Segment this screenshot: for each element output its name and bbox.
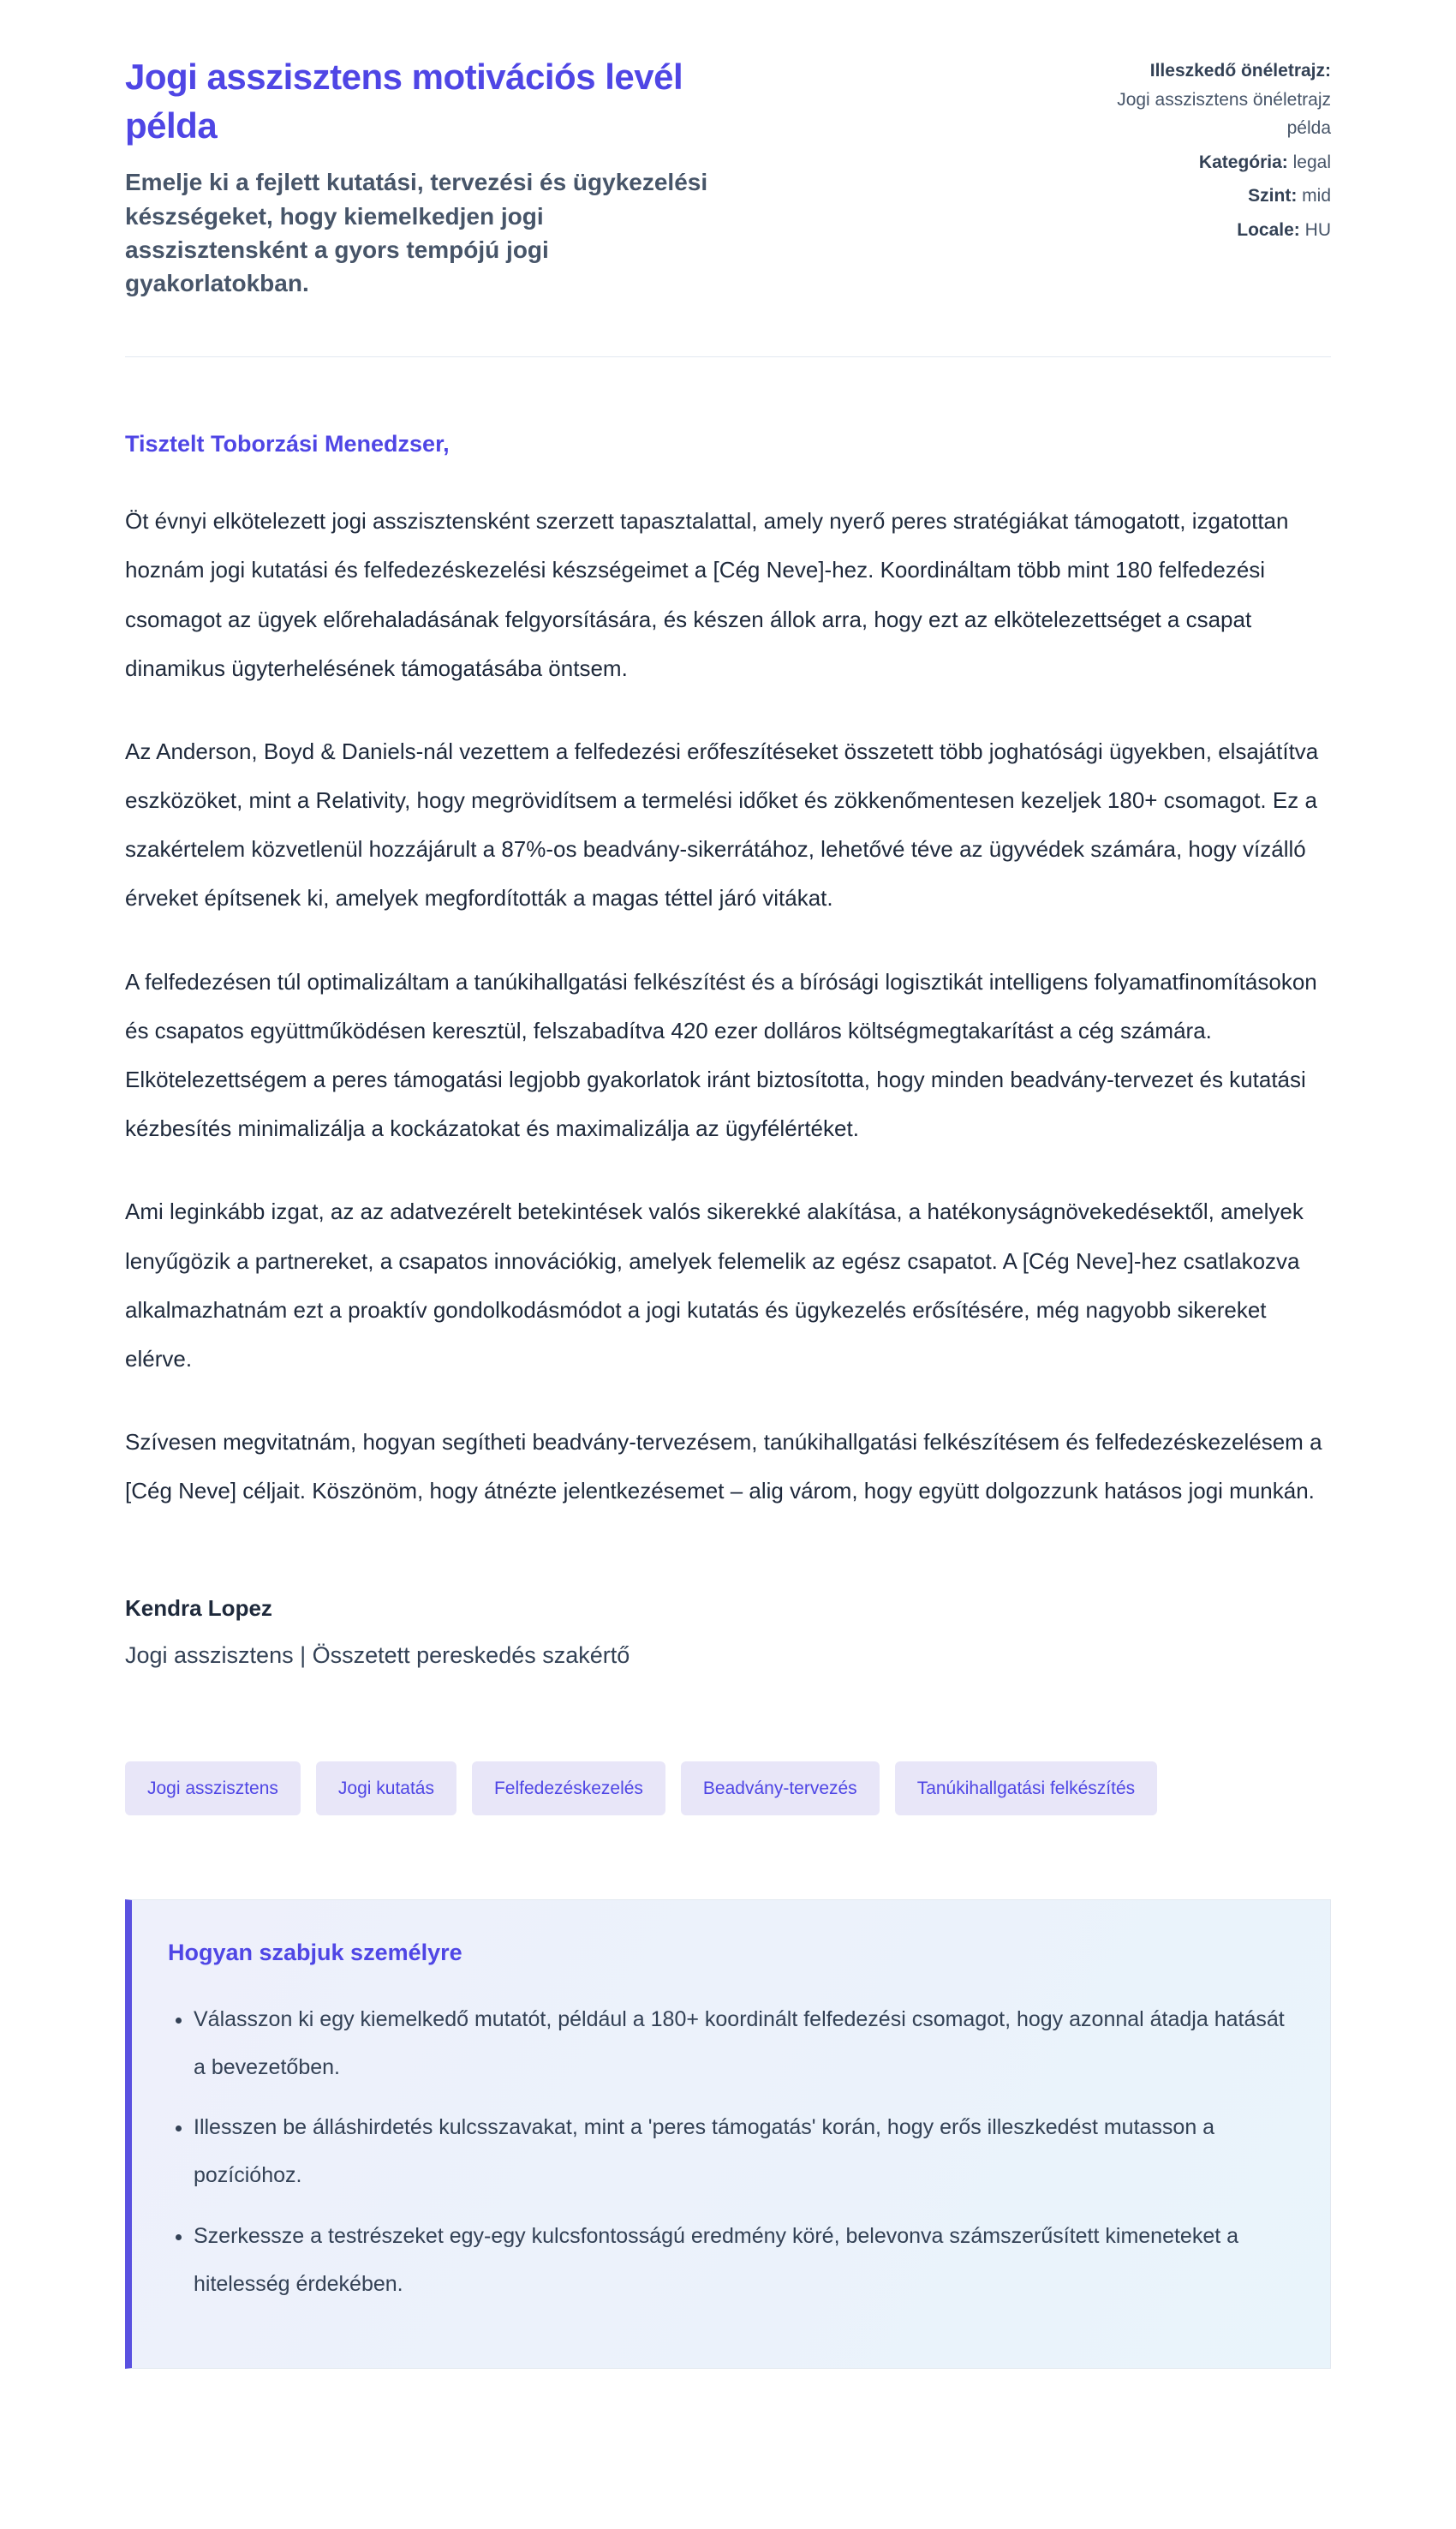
tag-chip[interactable]: Jogi kutatás [316,1761,456,1815]
meta-matching-resume-value: Jogi asszisztens önéletrajz példa [1117,89,1331,139]
letter-paragraph: Szívesen megvitatnám, hogyan segítheti beadvány-tervezésem, tanúkihallgatási felkészítésem és felfedezéskezelésem a [Cég Neve] céljait. Köszönöm, hogy átnézte jelentkezésemet – alig várom, hogy együtt dolgozzunk hatásos jogi munkán. [125,1429,1322,1504]
letter-paragraph: Ami leginkább izgat, az az adatvezérelt betekintések valós sikerekké alakítása, a hatékonyságnövekedésektől, amelyek lenyűgözik a partnereket, a csapatos innovációkig, amelyek felemelik az egész csapatot. A [Cég Neve]-hez csatlakozva alkalmazhatnám ezt a proaktív gondolkodásmódot a jogi kutatás és ügykezelés erősítésére, még nagyobb sikereket elérve. [125,1199,1304,1372]
meta-category-value: legal [1292,152,1331,172]
customize-bullet: • Illesszen be álláshirdetés kulcsszavakat, mint a 'peres támogatás' korán, hogy erős illeszkedést mutasson a pozícióhoz. [194,2103,1294,2200]
page-title: Jogi asszisztens motivációs levél példa [125,57,683,146]
meta-category-label: Kategória: [1198,152,1288,172]
meta-category [1048,148,1331,177]
meta-locale-value: HU [1304,219,1331,240]
tag-chip[interactable]: Tanúkihallgatási felkészítés [895,1761,1157,1815]
header-divider [125,356,1331,357]
meta-locale [1048,216,1331,245]
keyword-tags [125,1761,1331,1815]
meta-level [1048,182,1331,211]
signature-name: Kendra Lopez [125,1594,272,1621]
tag-chip[interactable]: Beadvány-tervezés [681,1761,880,1815]
meta-level-label: Szint: [1248,186,1298,206]
customize-box [125,1899,1331,2370]
customize-bullet: • Szerkessze a testrészeket egy-egy kulcsfontosságú eredmény köré, belevonva számszerűsített kimeneteket a hitelesség érdekében. [194,2212,1294,2309]
letter-paragraph: Öt évnyi elkötelezett jogi asszisztensként szerzett tapasztalattal, amely nyerő peres stratégiákat támogatott, izgatottan hoznám jogi kutatási és felfedezéskezelési készségeimet a [Cég Neve]-hez. Koordináltam több mint 180 felfedezési csomagot az ügyek előrehaladásának felgyorsítására, és készen állok arra, hogy ezt az elkötelezettséget a csapat dinamikus ügyterhelésének támogatásába öntsem. [125,508,1289,681]
signature-block [125,1595,1331,1669]
meta-panel [1048,53,1331,250]
meta-level-value: mid [1302,186,1331,206]
meta-matching-resume [1048,57,1331,143]
letter-paragraph: Az Anderson, Boyd & Daniels-nál vezettem a felfedezési erőfeszítéseket összetett több joghatósági ügyekben, elsajátítva eszközöket, mint a Relativity, hogy megrövidítsem a termelési időket és zökkenőmentesen kezeljek 180+ csomagot. Ez a szakértelem közvetlenül hozzájárult a 87%-os beadvány-sikerrátához, lehetővé téve az ügyvédek számára, hogy vízálló érveket építsenek ki, amelyek megfordították a magas téttel járó vitákat. [125,738,1319,912]
customize-bullet: • Válasszon ki egy kiemelkedő mutatót, például a 180+ koordinált felfedezési csomagot, hogy azonnal átadja hatását a bevezetőben. [194,1995,1294,2092]
header-title-block [125,53,725,300]
letter-body [125,431,1331,1668]
page-subtitle: Emelje ki a fejlett kutatási, tervezési és ügykezelési készségeket, hogy kiemelkedjen jogi asszisztensként a gyors tempójú jogi gyakorlatokban. [125,169,708,296]
customize-bullet-list [168,1995,1294,2309]
signature-title: Jogi asszisztens | Összetett pereskedés szakértő [125,1641,630,1668]
letter-greeting: Tisztelt Toborzási Menedzser, [125,431,450,457]
page-header [125,53,1331,300]
letter-paragraph: A felfedezésen túl optimalizáltam a tanúkihallgatási felkészítést és a bírósági logisztikát intelligens folyamatfinomításokon és csapatos együttműködésen keresztül, felszabadítva 420 ezer dolláros költségmegtakarítást a cég számára. Elkötelezettségem a peres támogatási legjobb gyakorlatok iránt biztosította, hogy minden beadvány-tervezet és kutatási kézbesítés minimalizálja a kockázatokat és maximalizálja az ügyfélértéket. [125,968,1317,1142]
meta-matching-resume-label: Illeszkedő önéletrajz: [1149,61,1331,81]
customize-box-title: Hogyan szabjuk személyre [168,1939,462,1965]
cover-letter-page [125,0,1331,2369]
meta-locale-label: Locale: [1237,219,1300,240]
tag-chip[interactable]: Jogi asszisztens [125,1761,301,1815]
tag-chip[interactable]: Felfedezéskezelés [472,1761,665,1815]
